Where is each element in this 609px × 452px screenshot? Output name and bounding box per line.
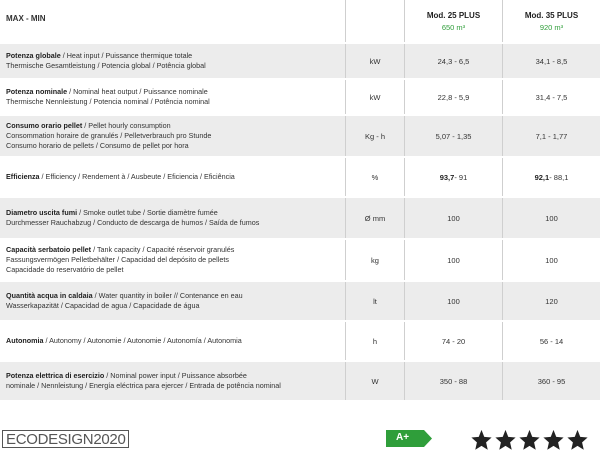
param-text: / Heat input / Puissance thermique totale — [60, 51, 193, 60]
table-row — [0, 322, 600, 362]
header-label: MAX - MIN — [6, 14, 46, 23]
model-1-value — [404, 80, 502, 114]
param-title: Consumo orario pellet — [6, 121, 83, 130]
footer — [0, 428, 609, 452]
param-line2: Wasserkapazität / Capacidad de agua / Capacidade de água — [6, 301, 200, 310]
model-2-name: Mod. 35 PLUS — [524, 10, 579, 20]
model-1-value-bold: 93,7 — [439, 172, 455, 182]
model-2-value — [502, 158, 600, 196]
model-2-value-text: 7,1 - 1,77 — [535, 131, 568, 141]
model-1-value-text: 100 — [447, 213, 460, 223]
ecodesign-logo — [2, 430, 129, 448]
model-2-value-text: - 88,1 — [549, 172, 569, 182]
model-2-value — [502, 362, 600, 400]
model-2-value-text: 120 — [545, 296, 558, 306]
star-icon — [566, 429, 589, 451]
param-line3: Consumo horario de pellets / Consumo de pellet por hora — [6, 141, 189, 150]
param-title: Potenza elettrica di esercizio — [6, 371, 105, 380]
param-title: Diametro uscita fumi — [6, 208, 78, 217]
model-1-name: Mod. 25 PLUS — [426, 10, 481, 20]
param-cell — [0, 240, 345, 280]
model-2-value-text: 100 — [545, 255, 558, 265]
model-2-value-text: 360 - 95 — [537, 376, 566, 386]
model-1-value-text: 5,07 - 1,35 — [435, 131, 472, 141]
star-icon — [542, 429, 565, 451]
star-icon — [494, 429, 517, 451]
table-row — [0, 362, 600, 402]
param-line2: Thermische Gesamtleistung / Potencia global / Potência global — [6, 61, 206, 70]
model-1-value — [404, 116, 502, 156]
param-cell — [0, 198, 345, 238]
model-1-value — [404, 158, 502, 196]
header-model-1 — [404, 0, 502, 42]
param-text: / Efficiency / Rendement à / Ausbeute / Eficiencia / Eficiência — [39, 172, 235, 181]
model-2-value-text: 34,1 - 8,5 — [535, 56, 568, 66]
unit-cell: Ø mm — [345, 198, 404, 238]
model-1-value-text: 100 — [447, 255, 460, 265]
table-row — [0, 158, 600, 198]
model-2-value-text: 31,4 - 7,5 — [535, 92, 568, 102]
table-row — [0, 282, 600, 322]
model-2-value — [502, 322, 600, 360]
model-2-value — [502, 44, 600, 78]
header-unit-col — [345, 0, 404, 42]
param-text: / Water quantity in boiler // Contenance en eau — [92, 291, 243, 300]
model-2-value — [502, 80, 600, 114]
star-rating — [470, 429, 590, 451]
model-2-value-text: 56 - 14 — [539, 336, 564, 346]
table-row — [0, 44, 600, 80]
param-cell — [0, 322, 345, 360]
table-row — [0, 80, 600, 116]
unit-cell: h — [345, 322, 404, 360]
model-1-value — [404, 198, 502, 238]
unit-cell: lt — [345, 282, 404, 320]
model-2-value — [502, 282, 600, 320]
model-1-value-text: 74 - 20 — [441, 336, 466, 346]
model-2-value-text: 100 — [545, 213, 558, 223]
energy-class-label: A+ — [396, 432, 410, 443]
model-2-value — [502, 198, 600, 238]
param-line2: Consommation horaire de granulés / Pelletverbrauch pro Stunde — [6, 131, 212, 140]
model-1-value-text: 22,8 - 5,9 — [437, 92, 470, 102]
unit-cell: % — [345, 158, 404, 196]
param-title: Quantità acqua in caldaia — [6, 291, 93, 300]
model-1-volume: 650 m³ — [441, 22, 466, 32]
model-1-value-text: 24,3 - 6,5 — [437, 56, 470, 66]
param-text: / Pellet hourly consumption — [82, 121, 171, 130]
model-1-value — [404, 240, 502, 280]
star-icon — [470, 429, 493, 451]
model-1-value — [404, 282, 502, 320]
param-line2: Fassungsvermögen Pelletbehälter / Capacidad del depósito de pellets — [6, 255, 229, 264]
model-2-value — [502, 240, 600, 280]
param-cell — [0, 80, 345, 114]
unit-cell: kg — [345, 240, 404, 280]
model-2-volume: 920 m³ — [539, 22, 564, 32]
ecodesign-text: ECODESIGN2020 — [6, 430, 126, 448]
unit-cell: Kg - h — [345, 116, 404, 156]
param-title: Potenza globale — [6, 51, 61, 60]
model-1-value-text: 100 — [447, 296, 460, 306]
param-cell — [0, 362, 345, 400]
table-row — [0, 198, 600, 240]
model-1-value — [404, 322, 502, 360]
param-text: / Autonomy / Autonomie / Autonomie / Autonomía / Autonomia — [43, 336, 242, 345]
model-1-value-text: - 91 — [454, 172, 468, 182]
param-line3: Capacidade do reservatório de pellet — [6, 265, 124, 274]
model-1-value — [404, 362, 502, 400]
table-row — [0, 240, 600, 282]
table-header — [0, 0, 600, 44]
param-title: Capacità serbatoio pellet — [6, 245, 92, 254]
table-row — [0, 116, 600, 158]
energy-class-badge — [386, 430, 432, 447]
param-text: / Tank capacity / Capacité réservoir granulés — [91, 245, 235, 254]
param-line2: nominale / Nennleistung / Energía eléctrica para ejercer / Entrada de potência nominal — [6, 381, 281, 390]
model-2-value-bold: 92,1 — [534, 172, 550, 182]
unit-cell: kW — [345, 44, 404, 78]
param-title: Autonomia — [6, 336, 44, 345]
unit-cell: W — [345, 362, 404, 400]
param-title: Potenza nominale — [6, 87, 68, 96]
model-1-value-text: 350 - 88 — [439, 376, 468, 386]
model-1-value — [404, 44, 502, 78]
param-cell — [0, 158, 345, 196]
param-text: / Smoke outlet tube / Sortie diamètre fumée — [77, 208, 218, 217]
param-cell — [0, 44, 345, 78]
model-2-value — [502, 116, 600, 156]
param-text: / Nominal heat output / Puissance nominale — [67, 87, 208, 96]
param-cell — [0, 116, 345, 156]
param-line2: Thermische Nennleistung / Potencia nominal / Potência nominal — [6, 97, 210, 106]
param-cell — [0, 282, 345, 320]
header-model-2 — [502, 0, 600, 42]
star-icon — [518, 429, 541, 451]
param-text: / Nominal power input / Puissance absorbée — [104, 371, 247, 380]
param-title: Efficienza — [6, 172, 40, 181]
unit-cell: kW — [345, 80, 404, 114]
param-line2: Durchmesser Rauchabzug / Conducto de descarga de humos / Saída de fumos — [6, 218, 260, 227]
